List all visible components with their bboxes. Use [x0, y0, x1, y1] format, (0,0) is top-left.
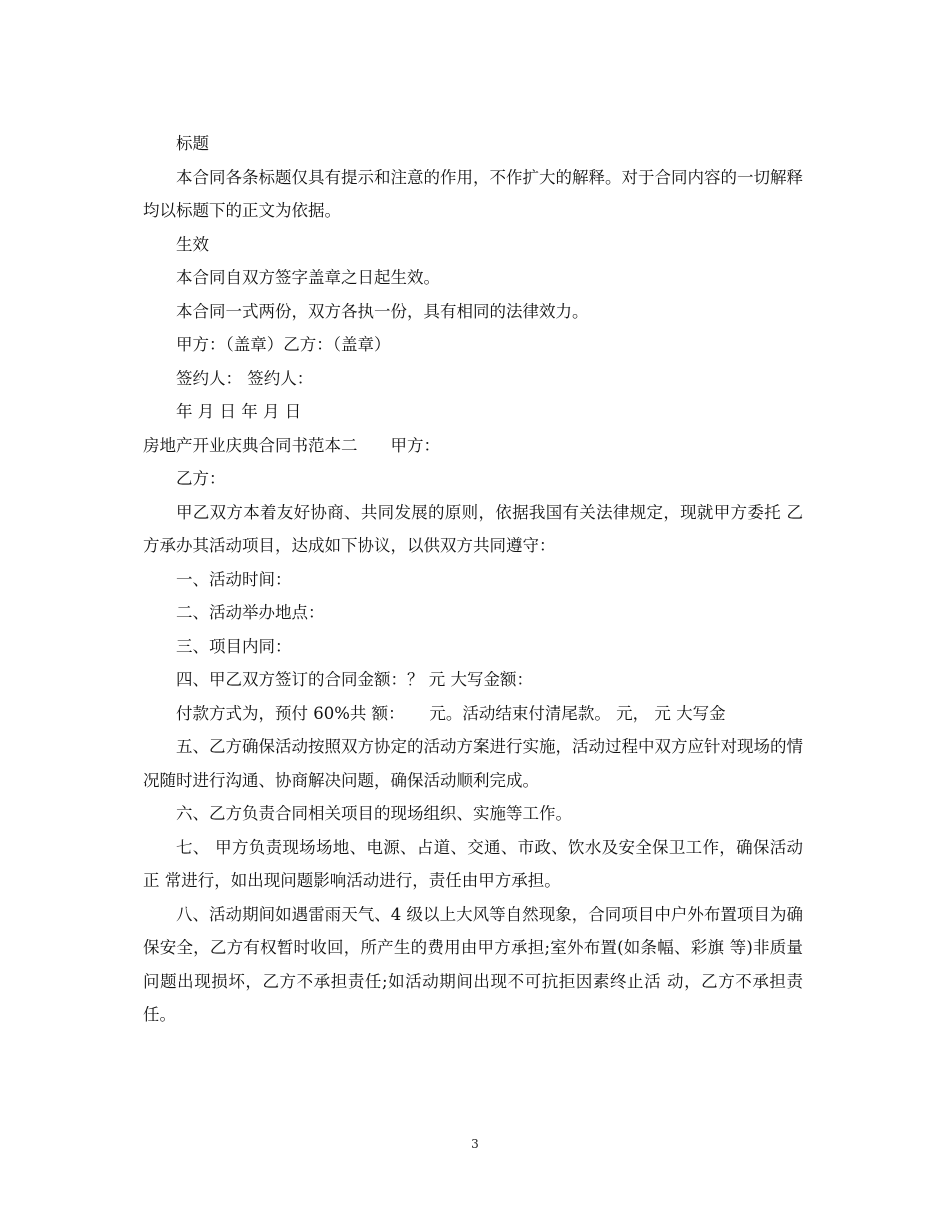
heading-title: 标题 — [176, 134, 209, 153]
date-line: 年 月 日 年 月 日 — [176, 402, 302, 421]
clause-4: 四、甲乙双方签订的合同金额：？ 元 大写金额： — [176, 670, 533, 689]
clause-6: 六、乙方负责合同相关项目的现场组织、实施等工作。 — [176, 804, 572, 823]
paragraph-preamble: 甲乙双方本着友好协商、共同发展的原则，依据我国有关法律规定，现就甲方委托 乙方承办其活动项目，达成如下协议，以供双方共同遵守： — [143, 502, 803, 555]
heading-effective: 生效 — [176, 234, 209, 254]
contract-two-title: 房地产开业庆典合同书范本二 甲方： — [143, 435, 440, 455]
clause-8: 八、活动期间如遇雷雨天气、4 级以上大风等自然现象，合同项目中户外布置项目为确 保安全，乙方有权暂时收回，所产生的费用由甲方承担;室外布置(如条幅、彩旗 等)非质量问题出现损坏，乙方不承担责任;如活动期间出现不可抗拒因素终止活 动，乙方不承担责任。 — [143, 904, 809, 1024]
clause-1: 一、活动时间： — [176, 569, 292, 589]
clause-2: 二、活动举办地点： — [176, 603, 325, 622]
paragraph-title-clause: 本合同各条标题仅具有提示和注意的作用，不作扩大的解释。对于合同内容的一切解释均以标题下的正文为依据。 — [143, 167, 803, 220]
signatory-line: 签约人： 签约人： — [176, 368, 314, 388]
clause-5: 五、乙方确保活动按照双方协定的活动方案进行实施，活动过程中双方应针对现场的情 况随时进行沟通、协商解决问题，确保活动顺利完成。 — [143, 737, 809, 790]
paragraph-copies: 本合同一式两份，双方各执一份，具有相同的法律效力。 — [176, 301, 589, 321]
paragraph-effective-date: 本合同自双方签字盖章之日起生效。 — [176, 268, 440, 287]
signature-seal-line: 甲方：（盖章）乙方：（盖章） — [176, 335, 391, 354]
clause-7: 七、 甲方负责现场场地、电源、占道、交通、市政、饮水及安全保卫工作，确保活动正 常进行，如出现问题影响活动进行，责任由甲方承担。 — [143, 837, 803, 890]
document-body — [143, 127, 809, 1032]
party-b-line: 乙方： — [176, 469, 226, 488]
payment-terms: 付款方式为，预付 60%共 额： 元。活动结束付清尾款。 元， 元 大写金 — [176, 703, 726, 723]
clause-3: 三、项目内同： — [176, 636, 292, 656]
page-number: 3 — [471, 1137, 479, 1151]
